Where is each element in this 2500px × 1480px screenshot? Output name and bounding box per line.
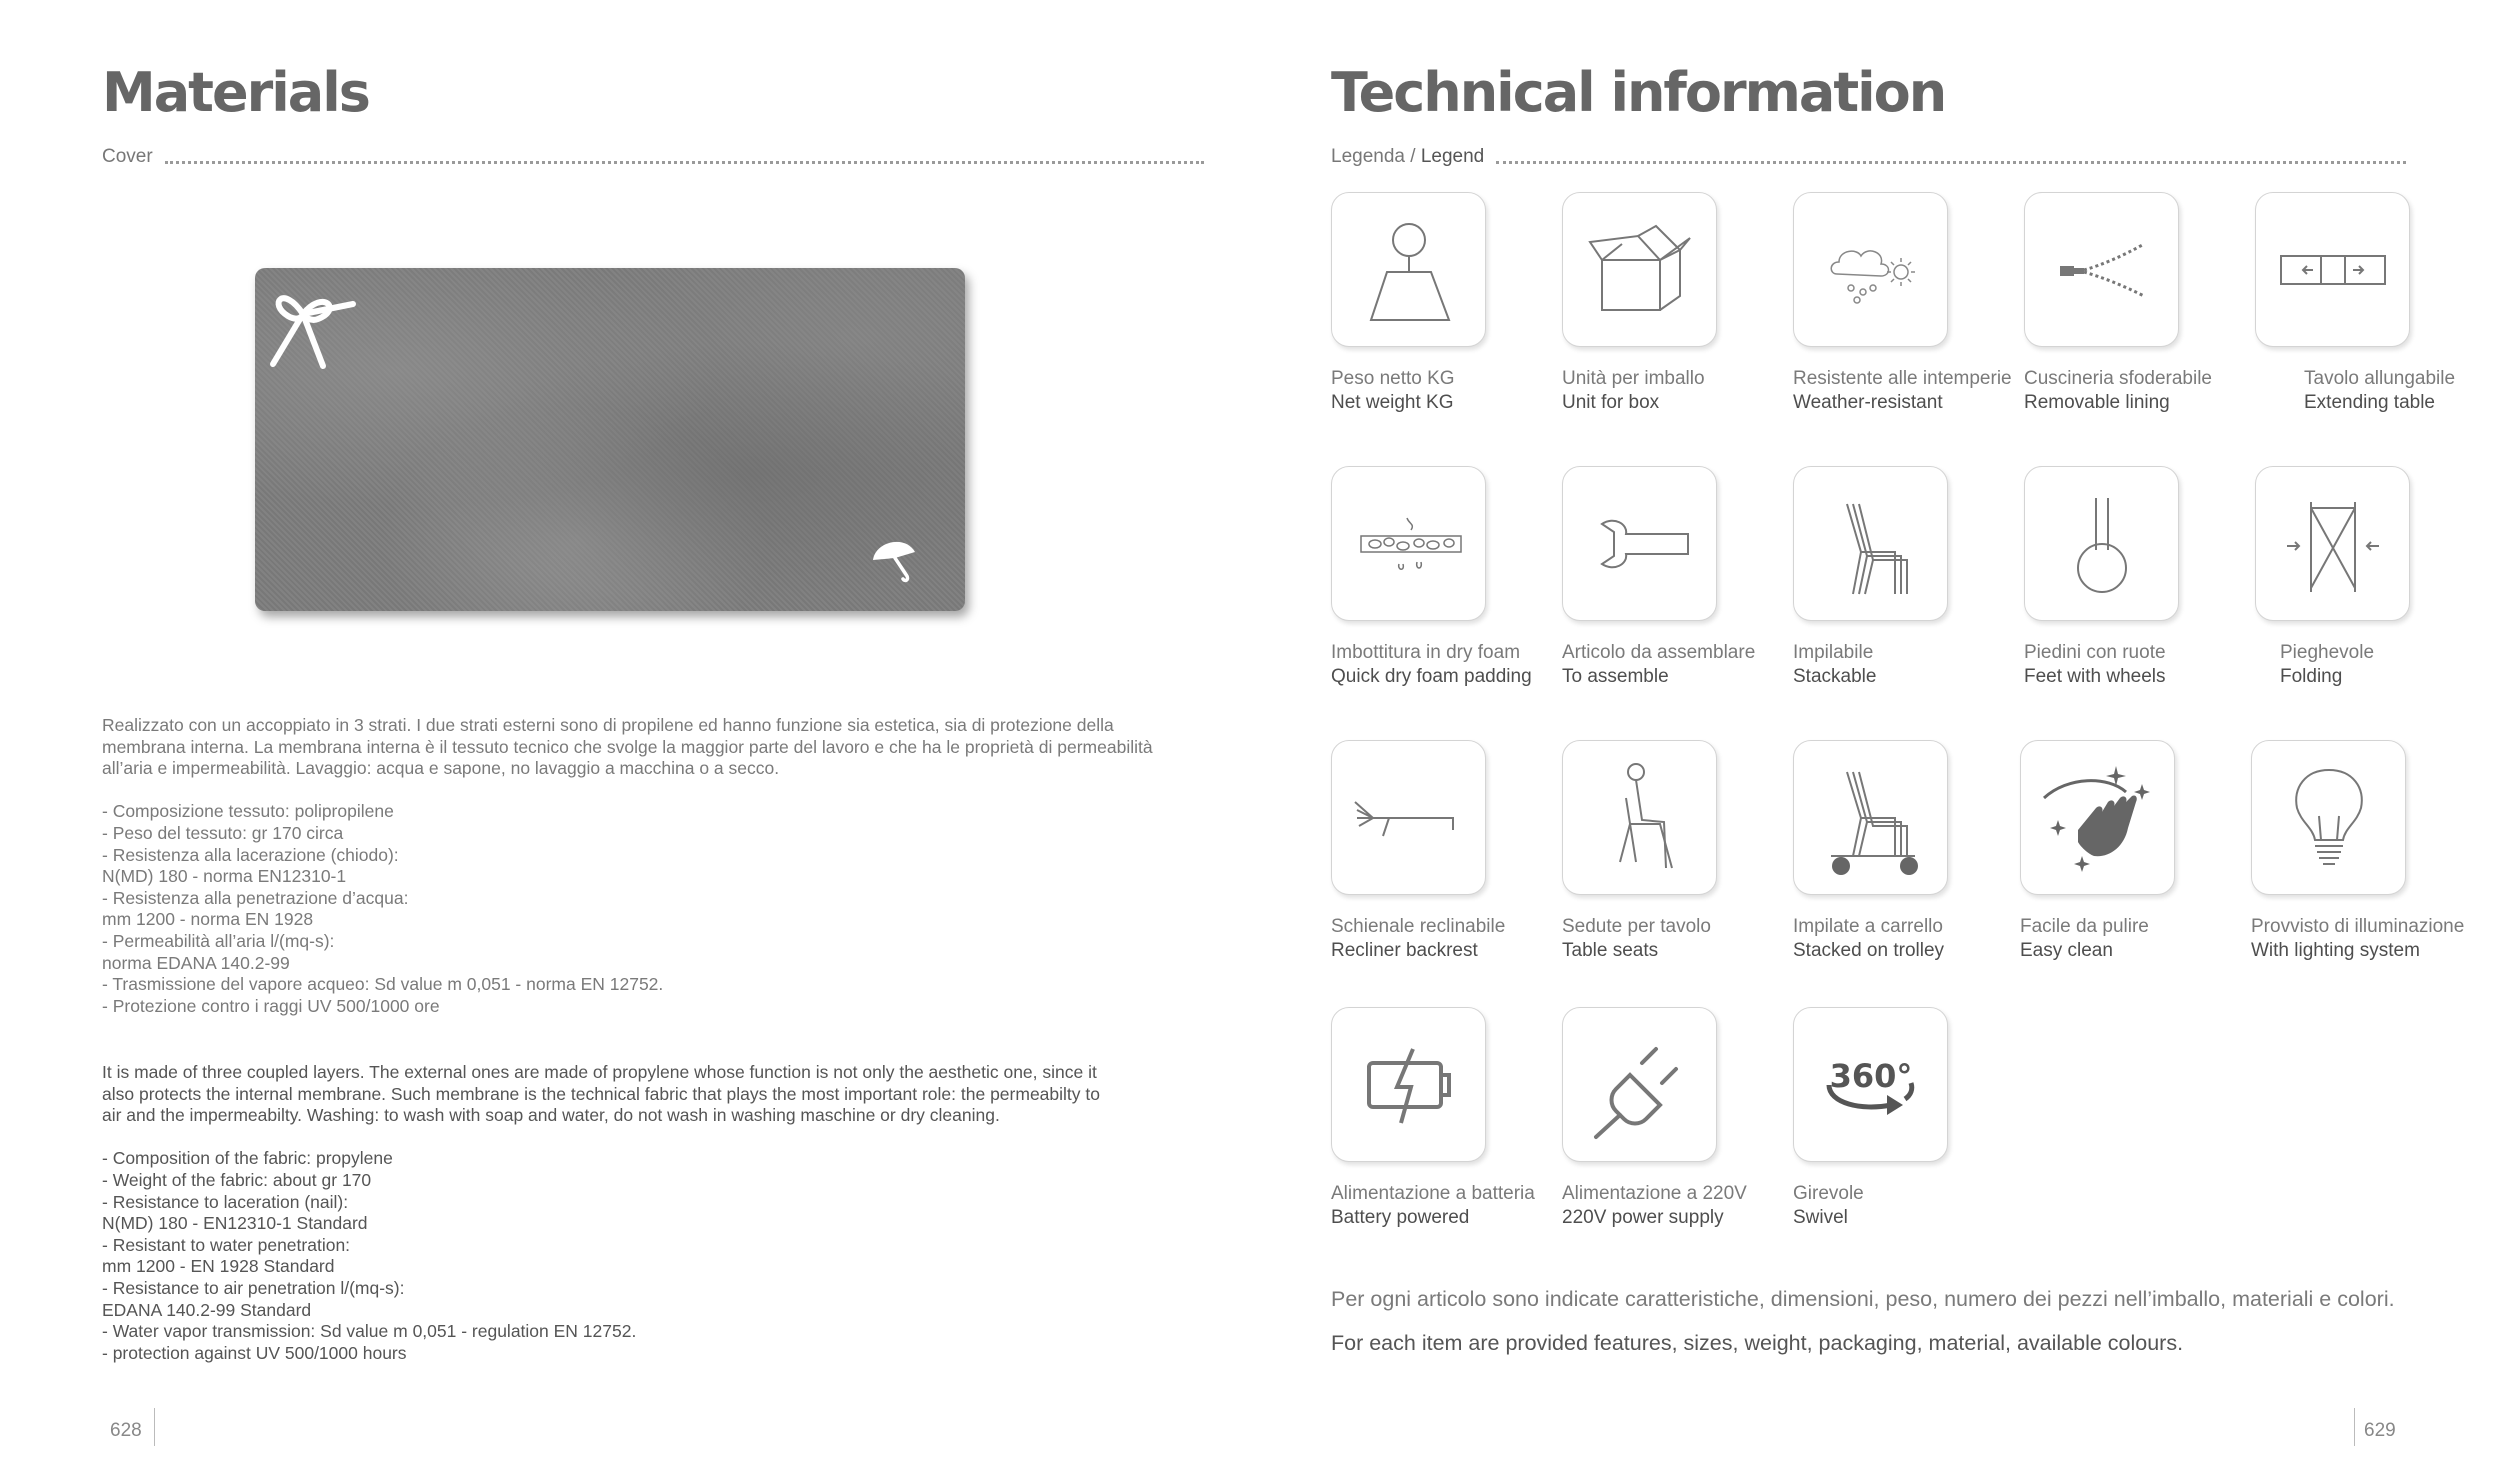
seated-person-icon <box>1580 758 1700 878</box>
note-english: For each item are provided features, sizes, weight, packaging, material, available colours. <box>1331 1331 2184 1355</box>
wrench-label: Articolo da assemblare To assemble <box>1562 642 1756 687</box>
lightbulb-label: Provvisto di illuminazione With lighting system <box>2251 916 2465 961</box>
technical-information-title: Technical information <box>1331 61 1946 124</box>
zipper-label: Cuscineria sfoderabile Removable lining <box>2024 368 2212 413</box>
weather-label: Resistente alle intemperie Weather-resistant <box>1793 368 2012 413</box>
clean-hand-icon-box <box>2020 740 2175 895</box>
weight-label: Peso netto KG Net weight KG <box>1331 368 1455 413</box>
weight-icon <box>1349 210 1469 330</box>
wheel-foot-label: Piedini con ruote Feet with wheels <box>2024 642 2166 687</box>
legend-subtitle-en: Legend <box>1420 146 1485 167</box>
lightbulb-icon <box>2269 758 2389 878</box>
box-icon <box>1580 210 1700 330</box>
description-en-paragraph: It is made of three coupled layers. The external ones are made of propylene whose function is not only the aesthetic one, since it also protects the internal membrane. Such membrane is the technical fabric that plays the most important role: the permeabilty to air and the impermeabilty. Washing: to wash with soap and water, do not wash in washing maschine or dry cleaning. <box>102 1062 1100 1126</box>
dotted-leader <box>165 161 1204 164</box>
box-icon-box <box>1562 192 1717 347</box>
description-it-paragraph: Realizzato con un accoppiato in 3 strati. I due strati esterni sono di propilene ed hanno funzione sia estetica, sia di protezione della membrana interna. La membrana interna è il tessuto tecnico che svolge la maggior parte del lavoro e che ha le proprietà di permeabilità all’aria e impermeabilità. Lavaggio: acqua e sapone, no lavaggio a macchina o a secco. <box>102 715 1153 779</box>
page-number-right: 629 <box>2364 1420 2396 1441</box>
materials-title: Materials <box>102 61 369 124</box>
battery-label: Alimentazione a batteria Battery powered <box>1331 1183 1535 1228</box>
fabric-swatch-image <box>255 268 965 611</box>
dotted-leader <box>1496 161 2406 164</box>
clean-hand-icon <box>2038 758 2158 878</box>
page-number-left: 628 <box>110 1420 142 1441</box>
trolley-stack-label: Impilate a carrello Stacked on trolley <box>1793 916 1945 961</box>
wrench-icon-box <box>1562 466 1717 621</box>
cover-subtitle: Cover <box>102 146 153 167</box>
swivel-360-glyph: 360° <box>1829 1056 1912 1095</box>
zipper-icon-box <box>2024 192 2179 347</box>
stacked-chairs-label: Impilabile Stackable <box>1793 642 1877 687</box>
extending-table-icon-box <box>2255 192 2410 347</box>
seated-person-label: Sedute per tavolo Table seats <box>1562 916 1711 961</box>
folding-label: Pieghevole Folding <box>2280 642 2375 687</box>
seated-person-icon-box <box>1562 740 1717 895</box>
legend-subtitle-it: Legenda / <box>1331 146 1416 167</box>
trolley-stack-icon-box <box>1793 740 1948 895</box>
folding-icon-box <box>2255 466 2410 621</box>
wheel-foot-icon <box>2042 484 2162 604</box>
clean-hand-label: Facile da pulire Easy clean <box>2020 916 2149 961</box>
wheel-foot-icon-box <box>2024 466 2179 621</box>
extending-table-label: Tavolo allungabile Extending table <box>2304 368 2456 413</box>
zipper-icon <box>2042 210 2162 330</box>
weather-icon-box <box>1793 192 1948 347</box>
specs-en-list: - Composition of the fabric: propylene - Weight of the fabric: about gr 170 - Resistance to laceration (nail): N(MD) 180 - EN12310-1 Standard - Resistant to water penetration: mm 1200 - EN 1928 Standard - Resistance to air penetration l/(mq-s): EDANA 140.2-99 Standard - Water vapor transmission: Sd value m 0,051 - regulation EN 12752. - protection against UV 500/1000 hours <box>102 1148 637 1363</box>
box-label: Unità per imballo Unit for box <box>1562 368 1705 413</box>
specs-it-list: - Composizione tessuto: polipropilene - Peso del tessuto: gr 170 circa - Resistenza alla lacerazione (chiodo): N(MD) 180 - norma EN12310-1 - Resistenza alla penetrazione d’acqua: mm 1200 - norma EN 1928 - Permeabilità all’aria l/(mq-s): norma EDANA 140.2-99 - Trasmissione del vapore acqueo: Sd value m 0,051 - norma EN 12752. - Protezione contro i raggi UV 500/1000 ore <box>102 801 664 1016</box>
foam-label: Imbottitura in dry foam Quick dry foam padding <box>1331 642 1532 687</box>
folding-icon <box>2273 484 2393 604</box>
page-number-divider <box>154 1408 155 1446</box>
battery-icon-box <box>1331 1007 1486 1162</box>
plug-label: Alimentazione a 220V 220V power supply <box>1562 1183 1747 1228</box>
umbrella-icon <box>867 530 923 586</box>
recliner-label: Schienale reclinabile Recliner backrest <box>1331 916 1506 961</box>
plug-icon-box <box>1562 1007 1717 1162</box>
weight-icon-box <box>1331 192 1486 347</box>
cover-subtitle-row <box>102 146 1204 168</box>
legend-subtitle-row <box>1331 146 2406 168</box>
swivel-360-icon <box>1811 1025 1931 1145</box>
foam-icon <box>1349 484 1469 604</box>
lightbulb-icon-box <box>2251 740 2406 895</box>
stacked-chairs-icon-box <box>1793 466 1948 621</box>
weather-icon <box>1811 210 1931 330</box>
trolley-stack-icon <box>1811 758 1931 878</box>
extending-table-icon <box>2273 210 2393 330</box>
foam-icon-box <box>1331 466 1486 621</box>
note-italian: Per ogni articolo sono indicate caratteristiche, dimensioni, peso, numero dei pezzi nell’imballo, materiali e colori. <box>1331 1287 2395 1311</box>
page-number-divider <box>2354 1408 2355 1446</box>
recliner-icon <box>1349 758 1469 878</box>
ribbon-icon <box>263 274 363 374</box>
stacked-chairs-icon <box>1811 484 1931 604</box>
description-english <box>102 1062 1182 1364</box>
swivel-label: Girevole Swivel <box>1793 1183 1864 1228</box>
recliner-icon-box <box>1331 740 1486 895</box>
swivel-360-icon-box <box>1793 1007 1948 1162</box>
description-italian <box>102 715 1182 1017</box>
plug-icon <box>1580 1025 1700 1145</box>
battery-icon <box>1349 1025 1469 1145</box>
wrench-icon <box>1580 484 1700 604</box>
